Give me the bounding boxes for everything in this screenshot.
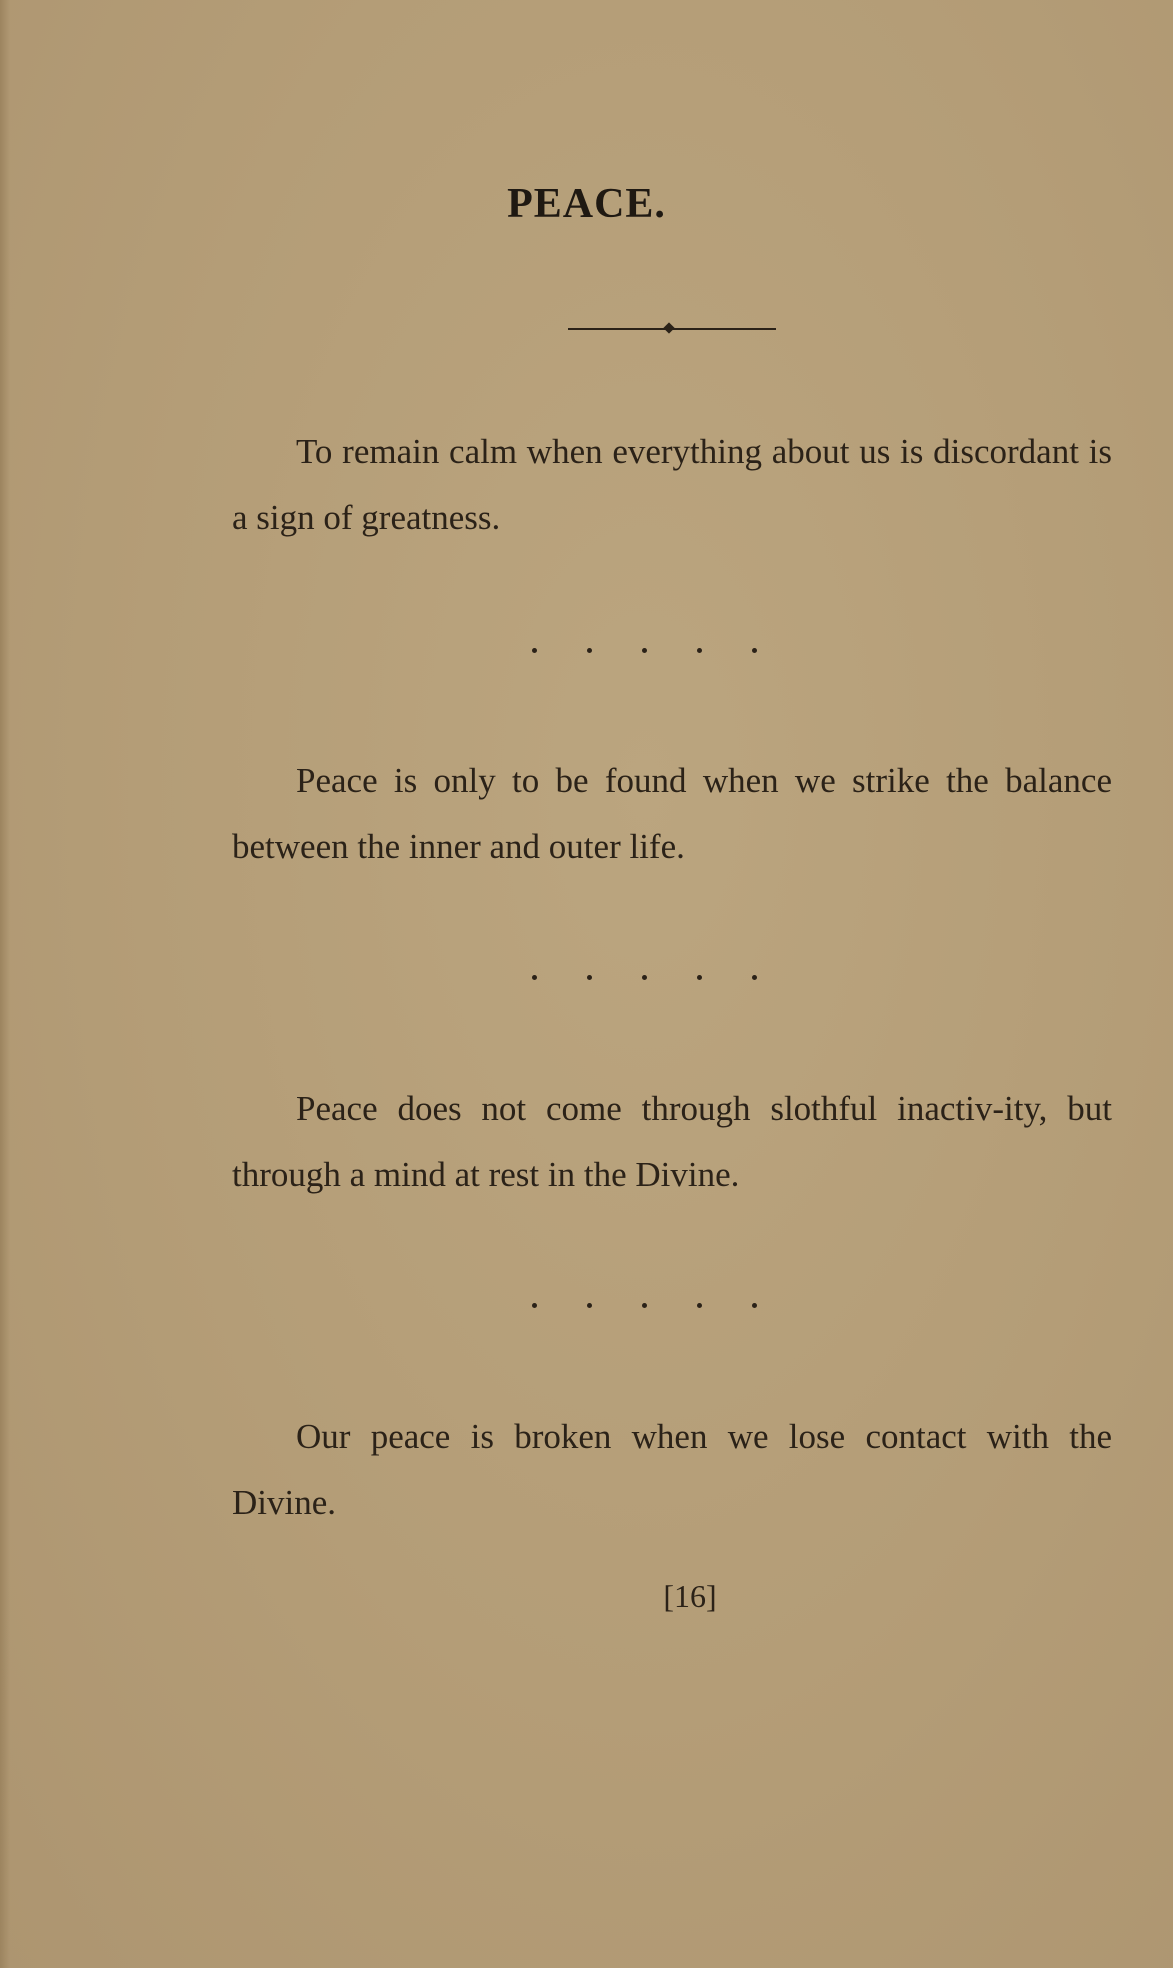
section-divider-dots xyxy=(520,648,820,660)
divider-dot xyxy=(532,975,537,980)
paragraph-4: Our peace is broken when we lose contact with the Divine. xyxy=(232,1417,1112,1522)
divider-dot xyxy=(697,1303,702,1308)
divider-dot xyxy=(642,1303,647,1308)
divider-dot xyxy=(532,648,537,653)
section-divider-dots xyxy=(520,1303,820,1315)
paragraph-3: Peace does not come through slothful inactiv-ity, but through a mind at rest in the Divine. xyxy=(232,1089,1112,1194)
divider-dot xyxy=(642,975,647,980)
divider-dot xyxy=(642,648,647,653)
page-number: [16] xyxy=(663,1578,717,1614)
divider-dot xyxy=(697,648,702,653)
paragraph-1: To remain calm when everything about us is discordant is a sign of greatness. xyxy=(232,432,1112,537)
page-edge-shadow xyxy=(0,0,10,1968)
section-divider-dots xyxy=(520,975,820,987)
divider-dot xyxy=(587,648,592,653)
ornament-diamond-icon xyxy=(663,322,674,333)
title-ornament-rule xyxy=(568,324,776,334)
page-title: PEACE. xyxy=(507,181,666,227)
divider-dot xyxy=(697,975,702,980)
divider-dot xyxy=(587,1303,592,1308)
divider-dot xyxy=(752,1303,757,1308)
divider-dot xyxy=(532,1303,537,1308)
paragraph-2: Peace is only to be found when we strike the balance between the inner and outer life. xyxy=(232,761,1112,866)
divider-dot xyxy=(752,648,757,653)
divider-dot xyxy=(752,975,757,980)
divider-dot xyxy=(587,975,592,980)
